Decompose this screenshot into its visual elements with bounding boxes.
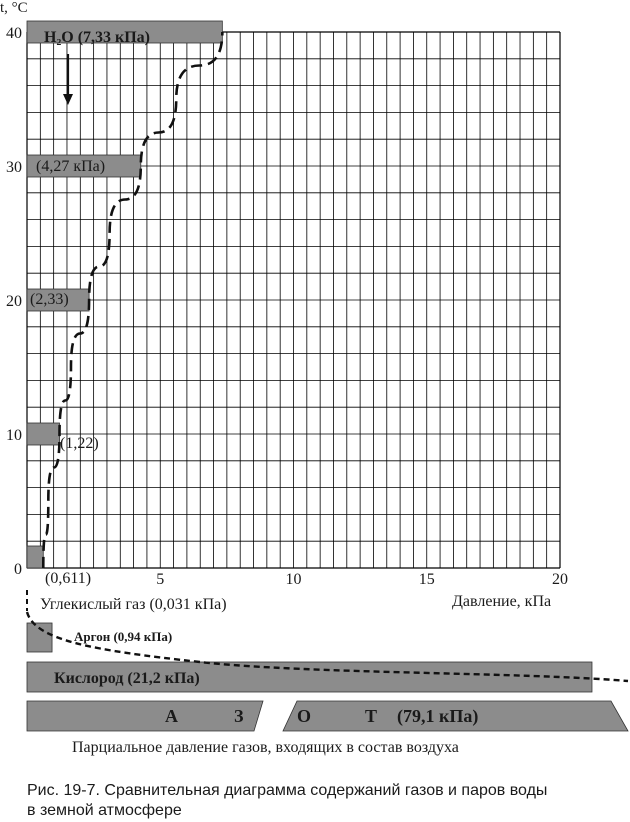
argon-label: Аргон (0,94 кПа) (74, 629, 173, 644)
water-vapor-label: H₂O (7,33 кПа) (44, 29, 151, 46)
grid (27, 32, 560, 568)
bars (27, 21, 628, 731)
water-vapor-label: (4,27 кПа) (36, 158, 106, 175)
y-tick-label: 10 (6, 427, 22, 444)
curves (27, 32, 628, 681)
oxygen-label: Кислород (21,2 кПа) (54, 670, 200, 687)
water-vapor-label: (1,22) (60, 435, 99, 452)
y-tick-label: 30 (6, 159, 22, 176)
co2-label: Углекислый газ (0,031 кПа) (40, 596, 227, 613)
y-tick-label: 0 (14, 561, 22, 578)
x-tick-label: 20 (552, 571, 568, 588)
bottom-caption: Парциальное давление газов, входящих в состав воздуха (72, 739, 459, 756)
figure-caption-line2: в земной атмосфере (27, 802, 182, 819)
nitrogen-label-part: (79,1 кПа) (397, 706, 479, 726)
water-vapor-bar (27, 423, 60, 445)
down-arrow-head (63, 94, 73, 105)
nitrogen-label-part: З (234, 706, 244, 726)
nitrogen-bar-left (27, 701, 263, 731)
water-vapor-label: (2,33) (30, 291, 69, 308)
y-tick-label: 40 (6, 25, 22, 42)
x-tick-label: 10 (285, 571, 302, 588)
water-vapor-label: (0,611) (45, 570, 92, 587)
y-tick-label: 20 (6, 293, 22, 310)
figure-caption: Рис. 19-7. Сравнительная диаграмма содержаний газов и паров воды (27, 782, 548, 799)
water-vapor-bar (27, 546, 43, 568)
nitrogen-label-part: Т (365, 706, 378, 726)
x-axis-label: Давление, кПа (452, 593, 552, 610)
nitrogen-label-part: А (165, 706, 178, 726)
x-tick-label: 5 (156, 571, 165, 588)
nitrogen-label-part: О (297, 706, 312, 726)
y-axis-label: t, °C (0, 0, 28, 16)
x-tick-label: 15 (418, 571, 435, 588)
